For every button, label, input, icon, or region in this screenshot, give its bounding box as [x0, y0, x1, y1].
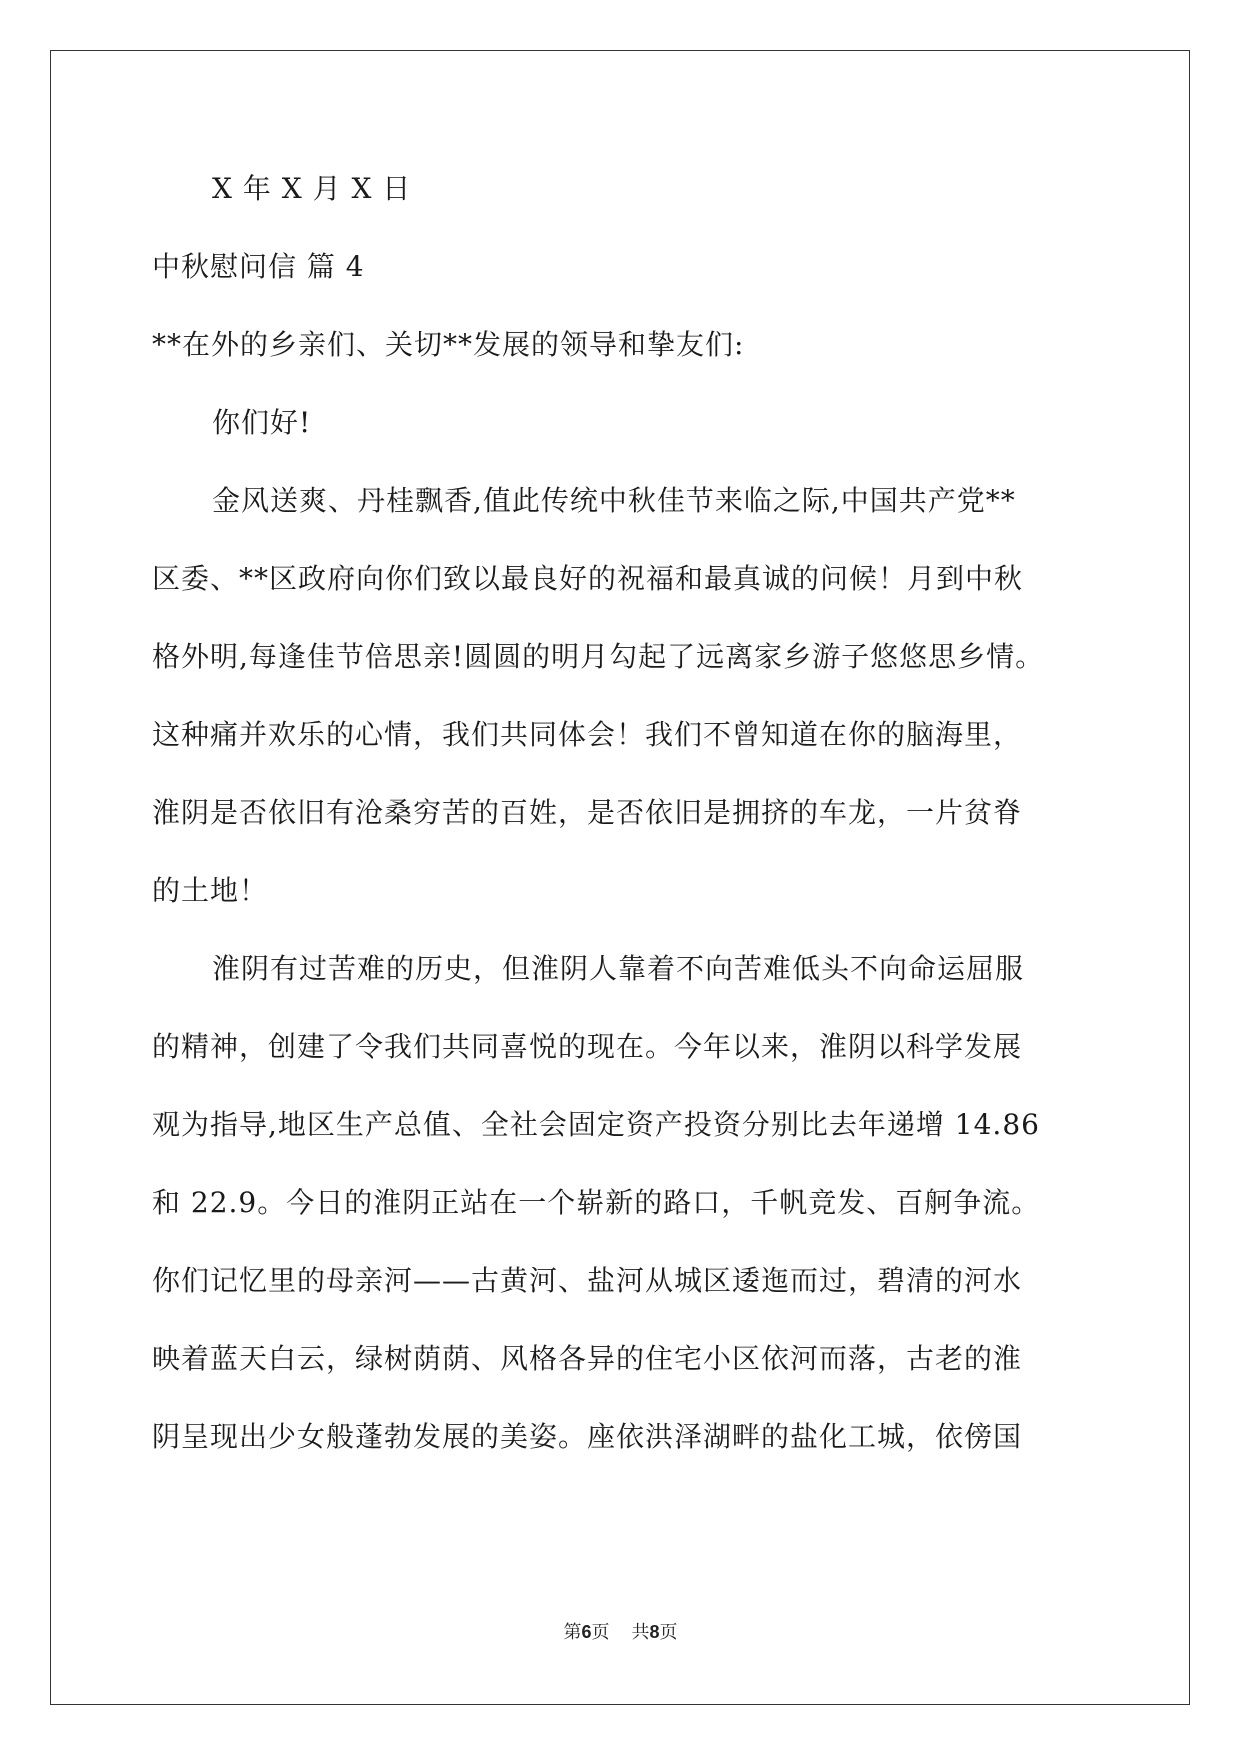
- letter-date: X 年 X 月 X 日: [212, 172, 412, 205]
- letter-salutation: **在外的乡亲们、关切**发展的领导和挚友们:: [152, 328, 745, 361]
- paragraph-2-line: 淮阴有过苦难的历史，但淮阴人靠着不向苦难低头不向命运屈服: [212, 952, 1025, 985]
- document-body: [152, 150, 1092, 1476]
- paragraph-2-line: 的精神，创建了令我们共同喜悦的现在。今年以来，淮阴以科学发展: [152, 1030, 1023, 1063]
- paragraph-1-line: 区委、**区政府向你们致以最良好的祝福和最真诚的问候！月到中秋: [152, 562, 1024, 595]
- paragraph-1-line: 的土地！: [152, 874, 269, 907]
- letter-greeting: 你们好!: [212, 406, 312, 439]
- letter-title: 中秋慰问信 篇 4: [152, 250, 365, 283]
- paragraph-1-line: 金风送爽、丹桂飘香,值此传统中秋佳节来临之际,中国共产党**: [212, 484, 1016, 517]
- total-prefix: 共: [631, 1622, 650, 1643]
- paragraph-2-line: 和 22.9。今日的淮阴正站在一个崭新的路口，千帆竞发、百舸争流。: [152, 1186, 1041, 1219]
- paragraph-2-line: 阴呈现出少女般蓬勃发展的美姿。座依洪泽湖畔的盐化工城，依傍国: [152, 1420, 1023, 1453]
- paragraph-2-line: 观为指导,地区生产总值、全社会固定资产投资分别比去年递增 14.86: [152, 1108, 1040, 1141]
- page-footer: [0, 1618, 1241, 1644]
- paragraph-2-line: 你们记忆里的母亲河——古黄河、盐河从城区逶迤而过，碧清的河水: [152, 1264, 1023, 1297]
- paragraph-1-line: 淮阴是否依旧有沧桑穷苦的百姓，是否依旧是拥挤的车龙，一片贫脊: [152, 796, 1023, 829]
- total-suffix: 页: [659, 1622, 678, 1643]
- current-page-number: 6: [581, 1622, 592, 1642]
- page-prefix: 第: [563, 1622, 582, 1643]
- total-page-number: 8: [649, 1622, 660, 1642]
- page-suffix: 页: [591, 1622, 610, 1643]
- paragraph-1-line: 格外明,每逢佳节倍思亲!圆圆的明月勾起了远离家乡游子悠悠思乡情。: [152, 640, 1045, 673]
- paragraph-1-line: 这种痛并欢乐的心情，我们共同体会！我们不曾知道在你的脑海里，: [152, 718, 1023, 751]
- paragraph-2-line: 映着蓝天白云，绿树荫荫、风格各异的住宅小区依河而落，古老的淮: [152, 1342, 1023, 1375]
